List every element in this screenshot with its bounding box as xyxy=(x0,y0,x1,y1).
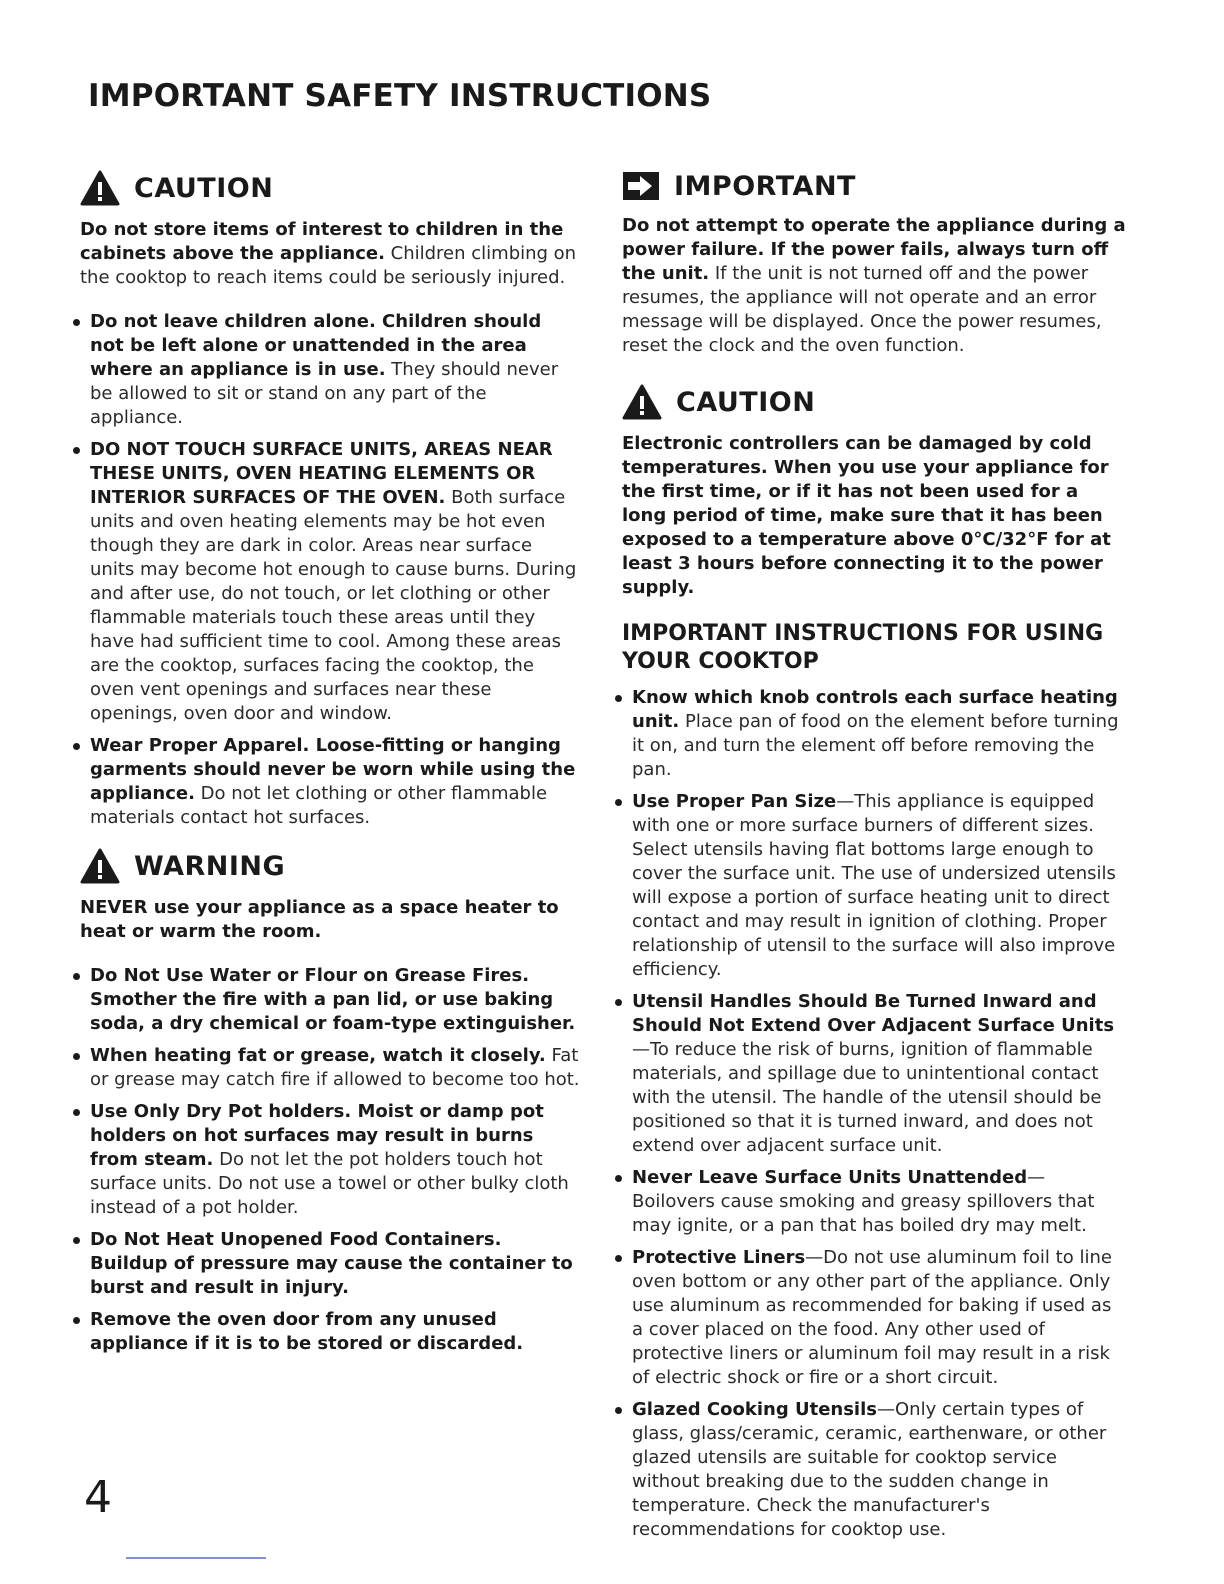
caution-section xyxy=(622,384,1127,600)
left-column xyxy=(80,170,580,1364)
important-section xyxy=(622,170,1127,358)
list-item: When heating fat or grease, watch it closely. Fat or grease may catch fire if allowed to become too hot. xyxy=(80,1044,580,1092)
warning-heading-text: WARNING xyxy=(134,850,286,882)
important-heading-text: IMPORTANT xyxy=(674,170,856,202)
cooktop-instructions-section xyxy=(622,620,1127,1542)
caution-intro: Electronic controllers can be damaged by cold temperatures. When you use your appliance for the first time, or if it has not been used for a long period of time, make sure that it has been exposed to a temperature above 0°C/32°F for at least 3 hours before connecting it to the power supply. xyxy=(622,433,1111,598)
cooktop-instructions-heading: IMPORTANT INSTRUCTIONS FOR USING YOUR COOKTOP xyxy=(622,621,1104,674)
caution-intro: Do not store items of interest to children in the cabinets above the appliance. Children climbing on the cooktop to reach items could be seriously injured. xyxy=(80,219,577,288)
footer-rule xyxy=(126,1557,266,1559)
warning-intro: NEVER use your appliance as a space heater to heat or warm the room. xyxy=(80,897,559,942)
list-item: Use Only Dry Pot holders. Moist or damp pot holders on hot surfaces may result in burns from steam. Do not let the pot holders touch hot surface units. Do not use a towel or other bulky cloth instead of a pot holder. xyxy=(80,1100,580,1220)
warning-heading xyxy=(80,848,580,884)
list-item: DO NOT TOUCH SURFACE UNITS, AREAS NEAR THESE UNITS, OVEN HEATING ELEMENTS OR INTERIOR SURFACES OF THE OVEN. Both surface units and oven heating elements may be hot even though they are dark in color. Areas near surface units may become hot enough to cause burns. During and after use, do not touch, or let clothing or other flammable materials touch these areas until they have had sufficient time to cool. Among these areas are the cooktop, surfaces facing the cooktop, the oven vent openings and surfaces near these openings, oven door and window. xyxy=(80,438,580,726)
caution-list xyxy=(80,310,580,830)
page-title: IMPORTANT SAFETY INSTRUCTIONS xyxy=(88,78,712,114)
warning-triangle-icon xyxy=(80,170,120,206)
cooktop-list xyxy=(622,686,1127,1542)
list-item: Do not leave children alone. Children should not be left alone or unattended in the area where an appliance is in use. They should never be allowed to sit or stand on any part of the appliance. xyxy=(80,310,580,430)
list-item: Do Not Heat Unopened Food Containers. Buildup of pressure may cause the container to burst and result in injury. xyxy=(80,1228,580,1300)
caution-heading xyxy=(622,384,1127,420)
important-intro: Do not attempt to operate the appliance during a power failure. If the power fails, always turn off the unit. If the unit is not turned off and the power resumes, the appliance will not operate and an error message will be displayed. Once the power resumes, reset the clock and the oven function. xyxy=(622,215,1126,356)
caution-heading xyxy=(80,170,580,206)
list-item: Know which knob controls each surface heating unit. Place pan of food on the element before turning it on, and turn the element off before removing the pan. xyxy=(622,686,1127,782)
list-item: Use Proper Pan Size—This appliance is equipped with one or more surface burners of different sizes. Select utensils having flat bottoms large enough to cover the surface unit. The use of undersized utensils will expose a portion of surface heating unit to direct contact and may result in ignition of clothing. Proper relationship of utensil to the surface will also improve efficiency. xyxy=(622,790,1127,982)
caution-heading-text: CAUTION xyxy=(676,386,816,418)
list-item: Remove the oven door from any unused appliance if it is to be stored or discarded. xyxy=(80,1308,580,1356)
list-item: Protective Liners—Do not use aluminum foil to line oven bottom or any other part of the appliance. Only use aluminum as recommended for baking if used as a cover placed on the food. Any other used of protective liners or aluminum foil may result in a risk of electric shock or fire or a short circuit. xyxy=(622,1246,1127,1390)
list-item: Utensil Handles Should Be Turned Inward and Should Not Extend Over Adjacent Surface Units—To reduce the risk of burns, ignition of flammable materials, and spillage due to unintentional contact with the utensil. The handle of the utensil should be positioned so that it is turned inward, and does not extend over adjacent surface unit. xyxy=(622,990,1127,1158)
important-heading xyxy=(622,170,1127,202)
list-item: Never Leave Surface Units Unattended—Boilovers cause smoking and greasy spillovers that may ignite, or a pan that has boiled dry may melt. xyxy=(622,1166,1127,1238)
warning-triangle-icon xyxy=(80,848,120,884)
warning-triangle-icon xyxy=(622,384,662,420)
list-item: Glazed Cooking Utensils—Only certain types of glass, glass/ceramic, ceramic, earthenware, or other glazed utensils are suitable for cooktop service without breaking due to the sudden change in temperature. Check the manufacturer's recommendations for cooktop use. xyxy=(622,1398,1127,1542)
warning-section xyxy=(80,848,580,1356)
page-number: 4 xyxy=(84,1472,112,1523)
warning-list xyxy=(80,964,580,1356)
caution-heading-text: CAUTION xyxy=(134,172,274,204)
list-item: Do Not Use Water or Flour on Grease Fires. Smother the fire with a pan lid, or use baking soda, a dry chemical or foam-type extinguisher. xyxy=(80,964,580,1036)
list-item: Wear Proper Apparel. Loose-fitting or hanging garments should never be worn while using the appliance. Do not let clothing or other flammable materials contact hot surfaces. xyxy=(80,734,580,830)
right-column xyxy=(622,170,1127,1550)
caution-section xyxy=(80,170,580,830)
important-arrow-icon xyxy=(622,170,660,202)
